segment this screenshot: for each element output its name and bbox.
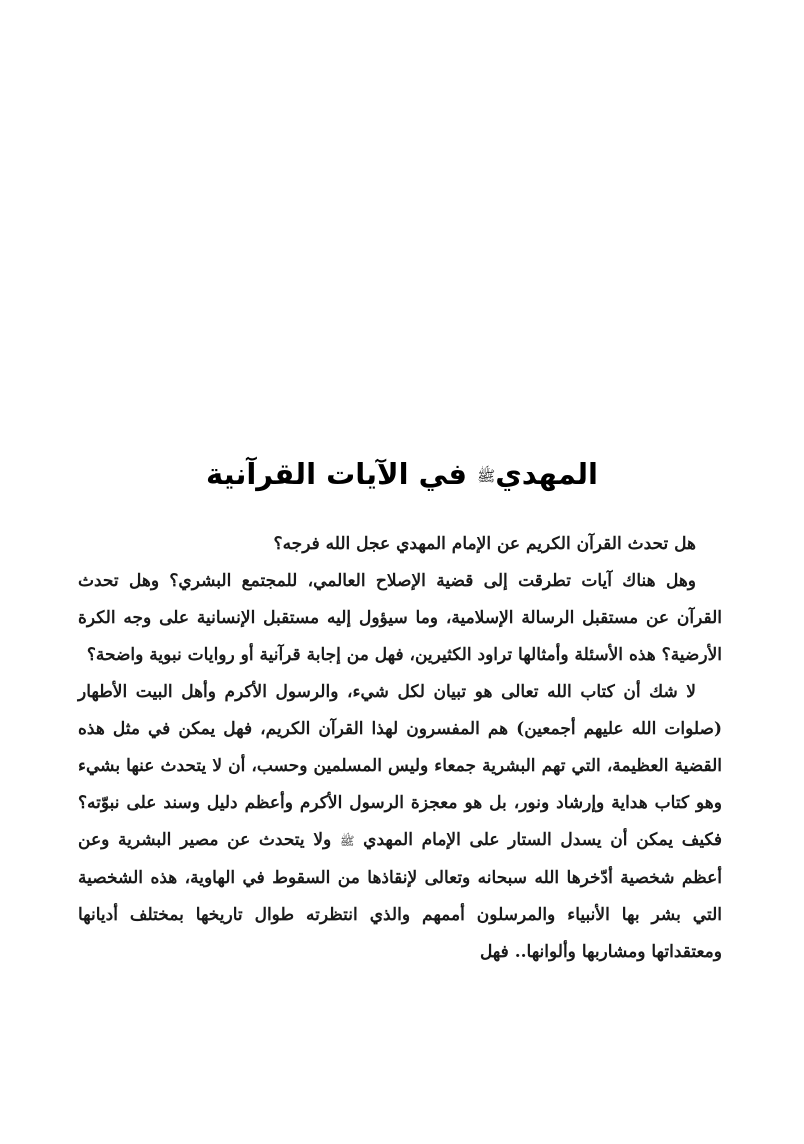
paragraph-honorific-glyph: ﷺ xyxy=(339,834,355,848)
paragraph-discussion-end: ولا يتحدث عن مصير البشرية وعن أعظم شخصية أدّخرها الله سبحانه وتعالى لإنقاذها من السقوط في الهاوية، هذه الشخصية التي بشر بها الأنبياء والمرسلون أممهم والذي انتظرته طوال تاريخها بمختلف أديانها ومعتقداتها ومشاربها وألوانها.. فهل xyxy=(78,830,722,962)
body-text xyxy=(78,526,722,971)
paragraph-discussion xyxy=(78,674,722,971)
paragraph-question: هل تحدث القرآن الكريم عن الإمام المهدي عجل الله فرجه؟ xyxy=(273,534,696,554)
paragraph-discussion-start: لا شك أن كتاب الله تعالى هو تبيان لكل شيء، والرسول الأكرم وأهل البيت الأطهار (صلوات الله عليهم أجمعين) هم المفسرون لهذا القرآن الكريم، فهل يمكن في مثل هذه القضية العظيمة، التي تهم البشرية جمعاء وليس المسلمين وحسب، أن لا يتحدث عنها بشيء وهو كتاب هداية وإرشاد ونور، بل هو معجزة الرسول الأكرم وأعظم دليل وسند على نبوّته؟ فكيف يمكن أن يسدل الستار على الإمام المهدي xyxy=(78,682,723,850)
title-text-start: المهدي xyxy=(495,457,598,491)
title-text-end: في الآيات القرآنية xyxy=(206,457,478,491)
paragraph-questions-followup: وهل هناك آيات تطرقت إلى قضية الإصلاح العالمي، للمجتمع البشري؟ وهل تحدث القرآن عن مستقبل الرسالة الإسلامية، وما سيؤول إليه مستقبل الإنسانية على وجه الكرة الأرضية؟ هذه الأسئلة وأمثالها تراود الكثيرين، فهل من إجابة قرآنية أو روايات نبوية واضحة؟ xyxy=(78,571,722,665)
title-honorific-glyph: ﷺ xyxy=(477,467,496,485)
chapter-title xyxy=(0,450,804,500)
